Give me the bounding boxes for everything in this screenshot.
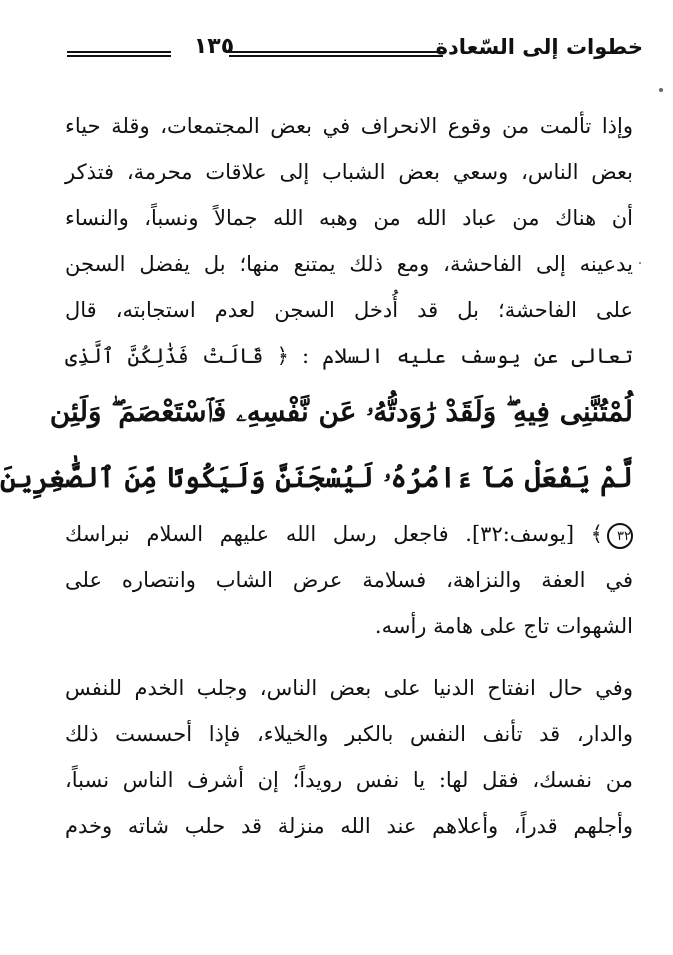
text-line: وأجلهم قدراً، وأعلاهم عند الله منزلة قد حلب شاته وخدم [65, 814, 633, 838]
text-line-with-verse-mark [65, 511, 633, 557]
text-line: وفي حال انفتاح الدنيا على بعض الناس، وجلب الخدم للنفس [65, 676, 633, 700]
text-line: أن هناك من عباد الله من وهبه الله جمالاً ونسباً، والنساء [65, 206, 633, 230]
text-line: في العفة والنزاهة، فسلامة عرض الشاب وانتصاره على [65, 568, 633, 592]
header-rule-left [67, 51, 171, 57]
paragraph-last-line: الشهوات تاج على هامة رأسه. [374, 614, 633, 638]
scan-speck [639, 262, 641, 264]
scan-speck [659, 88, 663, 92]
quran-verse-line: لَّمْ يَفْعَلْ مَآ ءَامُرُهُۥ لَيُسْجَنَنَّ وَلَيَكُونًا مِّنَ ٱلصَّٰغِرِينَ [0, 461, 633, 494]
page-body [0, 103, 633, 849]
running-header [61, 30, 643, 70]
text-line: والدار، قد تأنف النفس بالكبر والخيلاء، فإذا أحسست ذلك [65, 722, 633, 746]
page-number: ١٣٥ [193, 34, 235, 59]
text-line-content: ﴾ [يوسف:٣٢]. فاجعل رسل الله عليهم السلام نبراسك [65, 522, 603, 546]
text-line: وإذا تألمت من وقوع الانحراف في بعض المجتمعات، وقلة حياء [65, 114, 633, 138]
text-line: تعالى عن يوسف عليه السلام : ﴿ قَالَتْ فَذَٰلِكُنَّ ٱلَّذِى [65, 344, 633, 368]
text-line: من نفسك، فقل لها: يا نفس رويداً؛ إن أشرف الناس نسباً، [65, 768, 633, 792]
book-title: خطوات إلى السّعادة [435, 35, 643, 59]
verse-number-marker: ٣٢ [607, 523, 633, 549]
header-rule-right [229, 51, 443, 57]
quran-verse-line: لُمْتُنَّنِى فِيهِ ۖ وَلَقَدْ رَٰوَدتُّهُۥ عَن نَّفْسِهِۦ فَٱسْتَعْصَمَ ۖ وَلَئِن [49, 395, 633, 428]
text-line: يدعينه إلى الفاحشة، ومع ذلك يمتنع منها؛ بل يفضل السجن [65, 252, 633, 276]
text-line: على الفاحشة؛ بل قد أُدخل السجن لعدم استجابته، قال [65, 298, 633, 322]
text-line: بعض الناس، وسعي بعض الشباب إلى علاقات محرمة، فتذكر [65, 160, 633, 184]
